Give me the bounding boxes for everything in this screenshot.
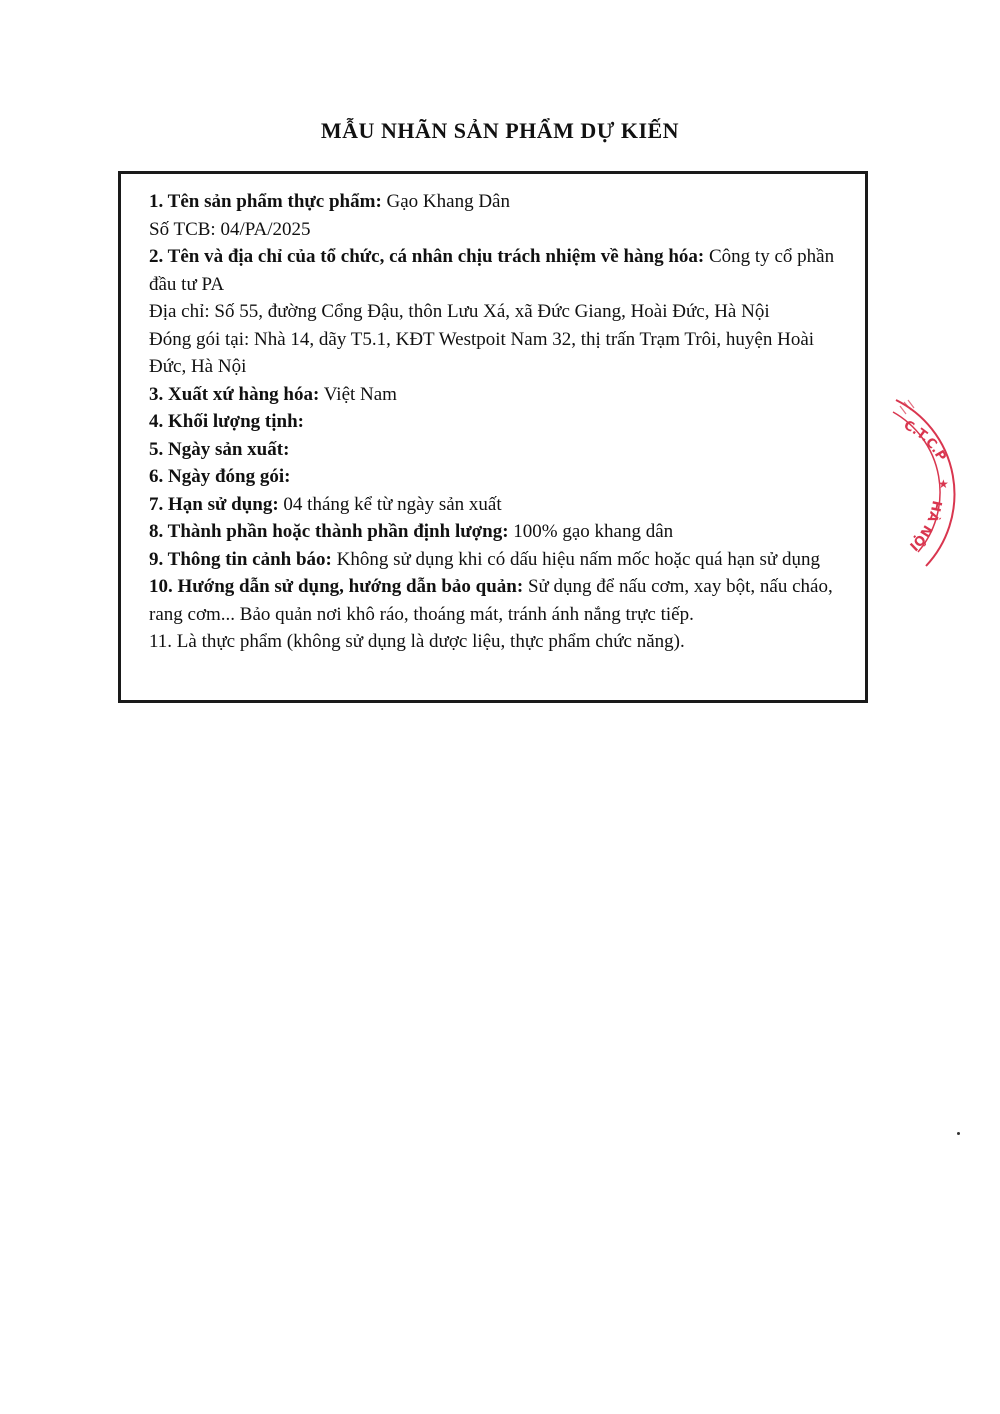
item-packing-date-label: 6. Ngày đóng gói: [149,466,291,487]
item-warning-label: 9. Thông tin cảnh báo: [149,548,332,570]
item-net-weight [149,408,843,436]
stamp-city-text: HÀ NỘI [906,499,944,554]
address-line: Địa chỉ: Số 55, đường Cổng Đậu, thôn Lưu Xá, xã Đức Giang, Hoài Đức, Hà Nội [149,301,770,322]
item-responsible-party-value: Công ty cổ phần đầu tư PA [149,246,835,295]
item-warning [149,546,843,574]
item-expiry [149,491,843,519]
item-production-date-label: 5. Ngày sản xuất: [149,438,290,460]
packed-at-line: Đóng gói tại: Nhà 14, dãy T5.1, KĐT Westpoit Nam 32, thị trấn Trạm Trôi, huyện Hoài Đức, Hà Nội [149,328,815,377]
item-product-name-value: Gạo Khang Dân [381,191,510,212]
item-warning-value: Không sử dụng khi có dấu hiệu nấm mốc hoặc quá hạn sử dụng [331,548,820,570]
item-origin [149,381,843,409]
item-product-name [149,188,843,216]
item-usage-storage [149,573,843,628]
item-usage-storage-value: Sử dụng để nấu cơm, xay bột, nấu cháo, rang cơm... Bảo quản nơi khô ráo, thoáng mát, tránh ánh nắng trực tiếp. [149,576,833,625]
item-production-date [149,436,843,464]
item-ingredients [149,518,843,546]
item-expiry-label: 7. Hạn sử dụng: [149,493,279,515]
scan-speck [957,1132,960,1135]
company-seal-stamp [878,388,1000,588]
item-origin-label: 3. Xuất xứ hàng hóa: [149,383,320,405]
item-expiry-value: 04 tháng kể từ ngày sản xuất [278,493,502,515]
item-ingredients-label: 8. Thành phần hoặc thành phần định lượng: [149,521,509,542]
product-label-box [118,171,868,703]
item-origin-value: Việt Nam [319,383,397,405]
tcb-number: Số TCB: 04/PA/2025 [149,218,311,240]
stamp-company-text: C.T.C.P [901,417,949,464]
item-net-weight-label: 4. Khối lượng tịnh: [149,411,304,432]
item-packing-date [149,463,843,491]
page-title: MẪU NHÃN SẢN PHẨM DỰ KIẾN [320,118,680,143]
item-usage-storage-label: 10. Hướng dẫn sử dụng, hướng dẫn bảo quản: [149,576,524,597]
item-product-name-label: 1. Tên sản phẩm thực phẩm: [149,191,382,212]
item-ingredients-value: 100% gạo khang dân [508,521,674,542]
item-responsible-party [149,243,843,298]
stamp-star-icon: ★ [938,477,949,491]
item-responsible-party-label: 2. Tên và địa chỉ của tổ chức, cá nhân chịu trách nhiệm về hàng hóa: [149,246,705,267]
item-food-type: 11. Là thực phẩm (không sử dụng là dược liệu, thực phẩm chức năng). [149,631,685,652]
